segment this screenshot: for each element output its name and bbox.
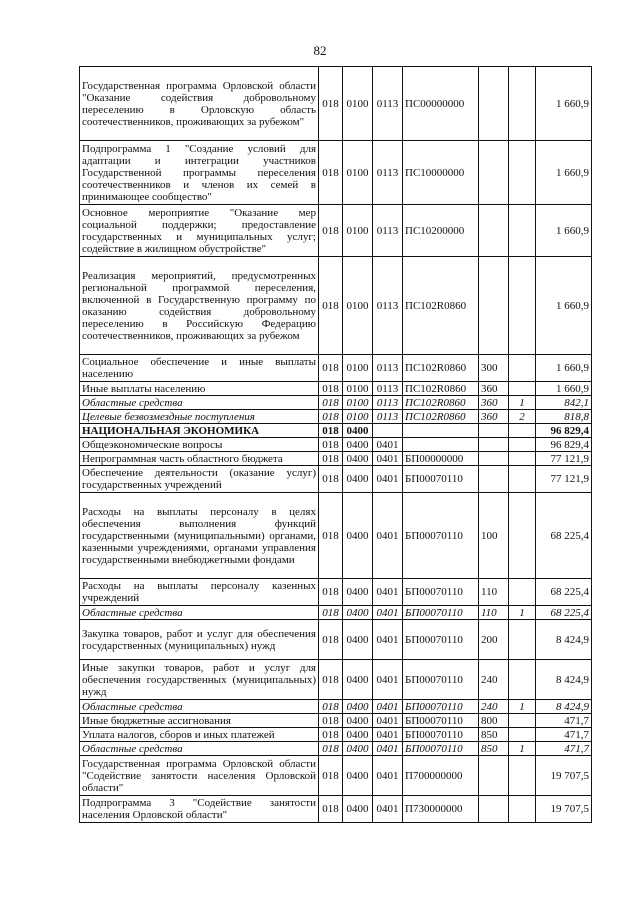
funding-source-cell <box>509 141 536 205</box>
subsection-code-cell: 0401 <box>373 438 403 452</box>
section-code-cell: 0400 <box>343 438 373 452</box>
row-name-cell: Непрограммная часть областного бюджета <box>80 452 319 466</box>
admin-code-cell: 018 <box>319 620 343 660</box>
target-article-cell: БП00000000 <box>403 452 479 466</box>
table-row <box>80 756 592 796</box>
subsection-code-cell: 0401 <box>373 606 403 620</box>
amount-cell: 68 225,4 <box>536 606 592 620</box>
amount-cell: 77 121,9 <box>536 452 592 466</box>
section-code-cell: 0100 <box>343 205 373 257</box>
table-row <box>80 452 592 466</box>
expense-type-cell: 110 <box>479 579 509 606</box>
table-row <box>80 67 592 141</box>
section-code-cell: 0400 <box>343 660 373 700</box>
funding-source-cell <box>509 424 536 438</box>
subsection-code-cell: 0401 <box>373 796 403 823</box>
section-code-cell: 0400 <box>343 466 373 493</box>
table-row <box>80 714 592 728</box>
subsection-code-cell: 0113 <box>373 382 403 396</box>
expense-type-cell: 240 <box>479 660 509 700</box>
admin-code-cell: 018 <box>319 579 343 606</box>
admin-code-cell: 018 <box>319 438 343 452</box>
section-code-cell: 0400 <box>343 579 373 606</box>
row-name-cell: Областные средства <box>80 606 319 620</box>
target-article-cell: ПС102R0860 <box>403 410 479 424</box>
admin-code-cell: 018 <box>319 410 343 424</box>
subsection-code-cell: 0401 <box>373 579 403 606</box>
section-code-cell: 0400 <box>343 452 373 466</box>
expense-type-cell <box>479 796 509 823</box>
target-article-cell: БП00070110 <box>403 714 479 728</box>
row-name-cell: Государственная программа Орловской области "Содействие занятости населения Орловской области" <box>80 756 319 796</box>
target-article-cell: ПС102R0860 <box>403 257 479 355</box>
admin-code-cell: 018 <box>319 728 343 742</box>
target-article-cell: БП00070110 <box>403 700 479 714</box>
section-code-cell: 0400 <box>343 493 373 579</box>
row-name-cell: Уплата налогов, сборов и иных платежей <box>80 728 319 742</box>
expense-type-cell: 850 <box>479 728 509 742</box>
table-row <box>80 396 592 410</box>
target-article-cell: БП00070110 <box>403 660 479 700</box>
admin-code-cell: 018 <box>319 493 343 579</box>
table-row <box>80 493 592 579</box>
expense-type-cell: 200 <box>479 620 509 660</box>
amount-cell: 818,8 <box>536 410 592 424</box>
target-article-cell: ПС102R0860 <box>403 396 479 410</box>
section-code-cell: 0100 <box>343 141 373 205</box>
subsection-code-cell: 0401 <box>373 728 403 742</box>
table-row <box>80 410 592 424</box>
target-article-cell: П700000000 <box>403 756 479 796</box>
table-row <box>80 382 592 396</box>
section-code-cell: 0100 <box>343 410 373 424</box>
amount-cell: 96 829,4 <box>536 424 592 438</box>
subsection-code-cell: 0113 <box>373 355 403 382</box>
funding-source-cell <box>509 438 536 452</box>
target-article-cell: БП00070110 <box>403 728 479 742</box>
admin-code-cell: 018 <box>319 700 343 714</box>
table-row <box>80 141 592 205</box>
expense-type-cell: 850 <box>479 742 509 756</box>
section-code-cell: 0100 <box>343 257 373 355</box>
funding-source-cell <box>509 382 536 396</box>
funding-source-cell: 1 <box>509 606 536 620</box>
row-name-cell: Областные средства <box>80 700 319 714</box>
admin-code-cell: 018 <box>319 660 343 700</box>
expense-type-cell <box>479 205 509 257</box>
funding-source-cell <box>509 205 536 257</box>
section-code-cell: 0100 <box>343 355 373 382</box>
row-name-cell: Социальное обеспечение и иные выплаты населению <box>80 355 319 382</box>
section-code-cell: 0400 <box>343 796 373 823</box>
admin-code-cell: 018 <box>319 606 343 620</box>
funding-source-cell <box>509 466 536 493</box>
admin-code-cell: 018 <box>319 796 343 823</box>
expense-type-cell: 110 <box>479 606 509 620</box>
section-code-cell: 0400 <box>343 756 373 796</box>
table-body <box>80 67 592 823</box>
admin-code-cell: 018 <box>319 756 343 796</box>
table-row <box>80 424 592 438</box>
expense-type-cell <box>479 257 509 355</box>
table-row <box>80 620 592 660</box>
amount-cell: 8 424,9 <box>536 700 592 714</box>
admin-code-cell: 018 <box>319 257 343 355</box>
expense-type-cell <box>479 424 509 438</box>
section-code-cell: 0400 <box>343 728 373 742</box>
expense-type-cell <box>479 756 509 796</box>
table-row <box>80 355 592 382</box>
subsection-code-cell: 0401 <box>373 742 403 756</box>
admin-code-cell: 018 <box>319 355 343 382</box>
expense-type-cell: 360 <box>479 410 509 424</box>
amount-cell: 77 121,9 <box>536 466 592 493</box>
row-name-cell: Реализация мероприятий, предусмотренных региональной программой переселения, включенной в Государственную программу по оказанию содействия добровольному переселению в Российскую Федерацию соотечественников, проживающих за рубежом <box>80 257 319 355</box>
funding-source-cell <box>509 660 536 700</box>
target-article-cell: ПС00000000 <box>403 67 479 141</box>
admin-code-cell: 018 <box>319 205 343 257</box>
funding-source-cell: 1 <box>509 742 536 756</box>
row-name-cell: Общеэкономические вопросы <box>80 438 319 452</box>
amount-cell: 1 660,9 <box>536 382 592 396</box>
expense-type-cell: 360 <box>479 396 509 410</box>
admin-code-cell: 018 <box>319 382 343 396</box>
expense-type-cell <box>479 141 509 205</box>
target-article-cell: БП00070110 <box>403 579 479 606</box>
subsection-code-cell: 0113 <box>373 257 403 355</box>
table-row <box>80 438 592 452</box>
admin-code-cell: 018 <box>319 742 343 756</box>
row-name-cell: Иные выплаты населению <box>80 382 319 396</box>
target-article-cell <box>403 438 479 452</box>
amount-cell: 842,1 <box>536 396 592 410</box>
section-code-cell: 0400 <box>343 606 373 620</box>
expense-type-cell <box>479 438 509 452</box>
expense-type-cell <box>479 452 509 466</box>
amount-cell: 8 424,9 <box>536 620 592 660</box>
admin-code-cell: 018 <box>319 67 343 141</box>
budget-table <box>79 66 592 823</box>
subsection-code-cell <box>373 424 403 438</box>
row-name-cell: Основное мероприятие "Оказание мер социальной поддержки; предоставление государственных и муниципальных услуг; содействие в жилищном обустройстве" <box>80 205 319 257</box>
table-row <box>80 579 592 606</box>
section-code-cell: 0400 <box>343 620 373 660</box>
expense-type-cell: 100 <box>479 493 509 579</box>
funding-source-cell <box>509 452 536 466</box>
table-row <box>80 700 592 714</box>
amount-cell: 1 660,9 <box>536 141 592 205</box>
admin-code-cell: 018 <box>319 424 343 438</box>
subsection-code-cell: 0401 <box>373 466 403 493</box>
admin-code-cell: 018 <box>319 466 343 493</box>
amount-cell: 96 829,4 <box>536 438 592 452</box>
funding-source-cell <box>509 67 536 141</box>
table-row <box>80 728 592 742</box>
target-article-cell: ПС102R0860 <box>403 382 479 396</box>
funding-source-cell <box>509 796 536 823</box>
target-article-cell: БП00070110 <box>403 620 479 660</box>
funding-source-cell: 2 <box>509 410 536 424</box>
target-article-cell: ПС10000000 <box>403 141 479 205</box>
expense-type-cell: 300 <box>479 355 509 382</box>
row-name-cell: Областные средства <box>80 396 319 410</box>
amount-cell: 19 707,5 <box>536 796 592 823</box>
expense-type-cell: 800 <box>479 714 509 728</box>
section-code-cell: 0400 <box>343 424 373 438</box>
section-code-cell: 0100 <box>343 396 373 410</box>
section-code-cell: 0100 <box>343 67 373 141</box>
target-article-cell: БП00070110 <box>403 466 479 493</box>
subsection-code-cell: 0113 <box>373 205 403 257</box>
target-article-cell <box>403 424 479 438</box>
subsection-code-cell: 0401 <box>373 660 403 700</box>
subsection-code-cell: 0113 <box>373 410 403 424</box>
row-name-cell: Иные бюджетные ассигнования <box>80 714 319 728</box>
amount-cell: 1 660,9 <box>536 355 592 382</box>
funding-source-cell: 1 <box>509 396 536 410</box>
subsection-code-cell: 0401 <box>373 620 403 660</box>
amount-cell: 471,7 <box>536 714 592 728</box>
row-name-cell: Областные средства <box>80 742 319 756</box>
page-number: 82 <box>313 43 327 58</box>
expense-type-cell <box>479 67 509 141</box>
expense-type-cell: 360 <box>479 382 509 396</box>
row-name-cell: Расходы на выплаты персоналу казенных учреждений <box>80 579 319 606</box>
amount-cell: 1 660,9 <box>536 257 592 355</box>
expense-type-cell <box>479 466 509 493</box>
subsection-code-cell: 0113 <box>373 67 403 141</box>
target-article-cell: П730000000 <box>403 796 479 823</box>
row-name-cell: Подпрограмма 3 "Содействие занятости населения Орловской области" <box>80 796 319 823</box>
funding-source-cell <box>509 493 536 579</box>
subsection-code-cell: 0113 <box>373 396 403 410</box>
target-article-cell: БП00070110 <box>403 606 479 620</box>
amount-cell: 471,7 <box>536 728 592 742</box>
table-row <box>80 660 592 700</box>
subsection-code-cell: 0401 <box>373 756 403 796</box>
admin-code-cell: 018 <box>319 141 343 205</box>
subsection-code-cell: 0401 <box>373 714 403 728</box>
table-row <box>80 606 592 620</box>
target-article-cell: ПС102R0860 <box>403 355 479 382</box>
funding-source-cell <box>509 714 536 728</box>
table-row <box>80 205 592 257</box>
amount-cell: 68 225,4 <box>536 493 592 579</box>
table-row <box>80 796 592 823</box>
row-name-cell: Обеспечение деятельности (оказание услуг) государственных учреждений <box>80 466 319 493</box>
table-row <box>80 466 592 493</box>
section-code-cell: 0400 <box>343 742 373 756</box>
amount-cell: 1 660,9 <box>536 205 592 257</box>
admin-code-cell: 018 <box>319 452 343 466</box>
admin-code-cell: 018 <box>319 396 343 410</box>
funding-source-cell <box>509 728 536 742</box>
amount-cell: 471,7 <box>536 742 592 756</box>
subsection-code-cell: 0401 <box>373 493 403 579</box>
funding-source-cell <box>509 756 536 796</box>
row-name-cell: Целевые безвозмездные поступления <box>80 410 319 424</box>
row-name-cell: Подпрограмма 1 "Создание условий для адаптации и интеграции участников Государственной программы переселения соотечественников и членов их семей в принимающее сообщество" <box>80 141 319 205</box>
funding-source-cell <box>509 620 536 660</box>
target-article-cell: ПС10200000 <box>403 205 479 257</box>
table-row <box>80 257 592 355</box>
expense-type-cell: 240 <box>479 700 509 714</box>
funding-source-cell <box>509 257 536 355</box>
table-row <box>80 742 592 756</box>
funding-source-cell <box>509 579 536 606</box>
row-name-cell: Расходы на выплаты персоналу в целях обеспечения выполнения функций государственными (муниципальными) органами, казенными учреждениями, органами управления государственными внебюджетными фондами <box>80 493 319 579</box>
row-name-cell: Государственная программа Орловской области "Оказание содействия добровольному переселению в Орловскую область соотечественников, проживающих за рубежом" <box>80 67 319 141</box>
target-article-cell: БП00070110 <box>403 493 479 579</box>
subsection-code-cell: 0113 <box>373 141 403 205</box>
funding-source-cell: 1 <box>509 700 536 714</box>
subsection-code-cell: 0401 <box>373 700 403 714</box>
amount-cell: 8 424,9 <box>536 660 592 700</box>
row-name-cell: Иные закупки товаров, работ и услуг для обеспечения государственных (муниципальных) нужд <box>80 660 319 700</box>
section-code-cell: 0100 <box>343 382 373 396</box>
target-article-cell: БП00070110 <box>403 742 479 756</box>
amount-cell: 68 225,4 <box>536 579 592 606</box>
row-name-cell: Закупка товаров, работ и услуг для обеспечения государственных (муниципальных) нужд <box>80 620 319 660</box>
funding-source-cell <box>509 355 536 382</box>
amount-cell: 1 660,9 <box>536 67 592 141</box>
row-name-cell: НАЦИОНАЛЬНАЯ ЭКОНОМИКА <box>80 424 319 438</box>
amount-cell: 19 707,5 <box>536 756 592 796</box>
admin-code-cell: 018 <box>319 714 343 728</box>
section-code-cell: 0400 <box>343 700 373 714</box>
section-code-cell: 0400 <box>343 714 373 728</box>
subsection-code-cell: 0401 <box>373 452 403 466</box>
